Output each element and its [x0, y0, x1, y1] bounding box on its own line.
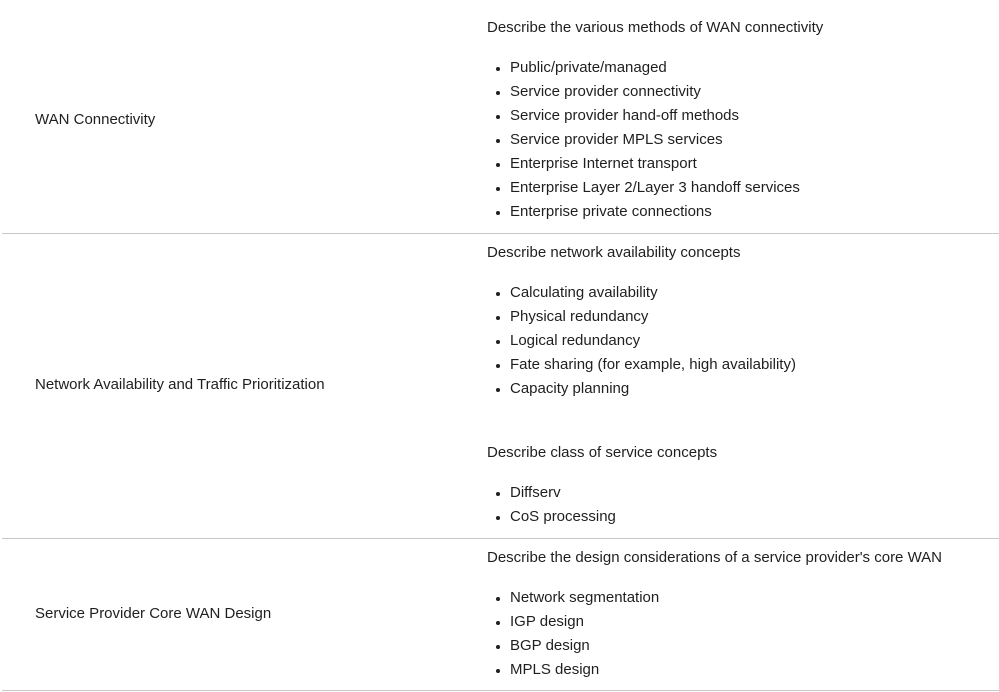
list-item: Service provider connectivity — [487, 80, 800, 104]
list-item: Fate sharing (for example, high availability) — [487, 353, 796, 377]
objective-list — [487, 281, 796, 401]
list-item: Service provider hand-off methods — [487, 104, 800, 128]
objective-description: Describe class of service concepts — [487, 444, 718, 461]
list-item: Public/private/managed — [487, 56, 800, 80]
list-item: Service provider MPLS services — [487, 128, 800, 152]
objective-description: Describe the various methods of WAN connectivity — [487, 19, 824, 36]
objective-list — [487, 586, 659, 682]
list-item: BGP design — [487, 634, 659, 658]
list-item: Network segmentation — [487, 586, 659, 610]
list-item: Enterprise Layer 2/Layer 3 handoff services — [487, 176, 800, 200]
row-divider — [2, 538, 999, 539]
list-item: Physical redundancy — [487, 305, 796, 329]
objective-list — [487, 56, 800, 224]
topic-cell: WAN Connectivity — [35, 111, 156, 128]
list-item: Logical redundancy — [487, 329, 796, 353]
topic-cell: Service Provider Core WAN Design — [35, 605, 272, 622]
list-item: Calculating availability — [487, 281, 796, 305]
topic-cell: Network Availability and Traffic Prioritization — [35, 376, 325, 393]
list-item: Enterprise private connections — [487, 200, 800, 224]
objective-description: Describe the design considerations of a service provider's core WAN — [487, 549, 943, 566]
row-divider — [2, 233, 999, 234]
list-item: Diffserv — [487, 481, 616, 505]
list-item: MPLS design — [487, 658, 659, 682]
objective-list — [487, 481, 616, 529]
list-item: Capacity planning — [487, 377, 796, 401]
row-divider — [2, 690, 999, 691]
list-item: CoS processing — [487, 505, 616, 529]
list-item: Enterprise Internet transport — [487, 152, 800, 176]
objective-description: Describe network availability concepts — [487, 244, 741, 261]
list-item: IGP design — [487, 610, 659, 634]
